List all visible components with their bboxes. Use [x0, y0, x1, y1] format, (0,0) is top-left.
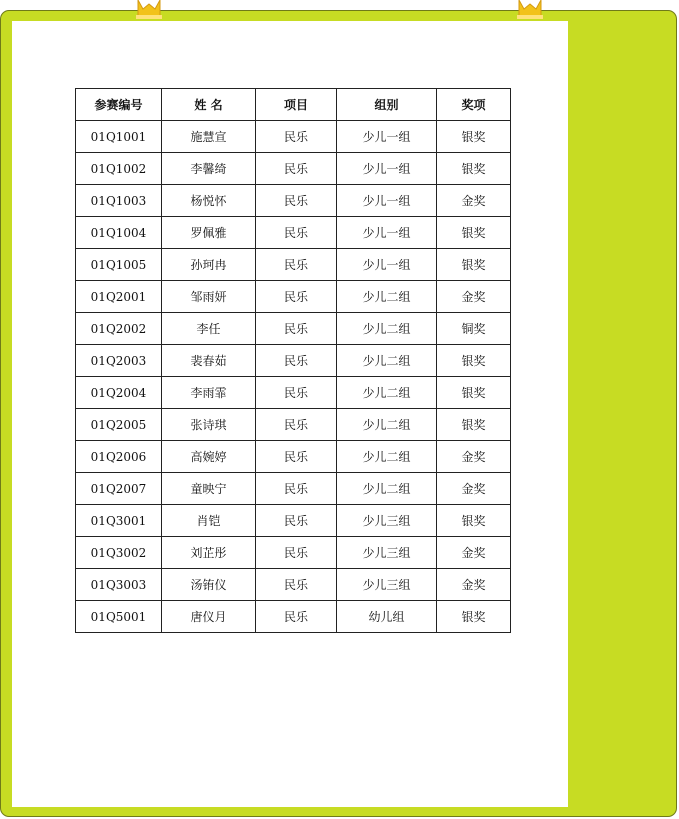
- table-row: [76, 569, 511, 601]
- cell-name: 李馨绮: [162, 153, 256, 185]
- cell-group: 少儿三组: [337, 569, 437, 601]
- table-row: [76, 409, 511, 441]
- table-row: [76, 473, 511, 505]
- cell-name: 汤铕仪: [162, 569, 256, 601]
- table-row: [76, 121, 511, 153]
- cell-id: 01Q3002: [76, 537, 162, 569]
- cell-group: 少儿二组: [337, 281, 437, 313]
- cell-group: 少儿一组: [337, 217, 437, 249]
- cell-group: 少儿三组: [337, 537, 437, 569]
- cell-project: 民乐: [256, 377, 337, 409]
- cell-project: 民乐: [256, 505, 337, 537]
- cell-name: 李任: [162, 313, 256, 345]
- table-header-row: [76, 89, 511, 121]
- cell-group: 少儿二组: [337, 473, 437, 505]
- header-cell-name: 姓 名: [162, 89, 256, 121]
- cell-award: 金奖: [437, 473, 511, 505]
- header-cell-group: 组别: [337, 89, 437, 121]
- header-cell-project: 项目: [256, 89, 337, 121]
- cell-award: 金奖: [437, 537, 511, 569]
- cell-group: 少儿一组: [337, 153, 437, 185]
- cell-project: 民乐: [256, 121, 337, 153]
- table-row: [76, 281, 511, 313]
- cell-project: 民乐: [256, 569, 337, 601]
- cell-name: 刘芷彤: [162, 537, 256, 569]
- cell-award: 银奖: [437, 377, 511, 409]
- cell-award: 银奖: [437, 249, 511, 281]
- cell-id: 01Q2003: [76, 345, 162, 377]
- cell-project: 民乐: [256, 217, 337, 249]
- table-row: [76, 505, 511, 537]
- cell-id: 01Q2001: [76, 281, 162, 313]
- cell-name: 李雨霏: [162, 377, 256, 409]
- cell-award: 银奖: [437, 601, 511, 633]
- cell-id: 01Q2006: [76, 441, 162, 473]
- header-cell-award: 奖项: [437, 89, 511, 121]
- cell-name: 孙珂冉: [162, 249, 256, 281]
- cell-award: 金奖: [437, 185, 511, 217]
- cell-project: 民乐: [256, 473, 337, 505]
- cell-project: 民乐: [256, 185, 337, 217]
- cell-id: 01Q2007: [76, 473, 162, 505]
- cell-group: 少儿二组: [337, 345, 437, 377]
- cell-group: 少儿二组: [337, 409, 437, 441]
- table-row: [76, 537, 511, 569]
- cell-award: 金奖: [437, 281, 511, 313]
- cell-id: 01Q2005: [76, 409, 162, 441]
- cell-group: 少儿三组: [337, 505, 437, 537]
- cell-project: 民乐: [256, 345, 337, 377]
- cell-group: 少儿一组: [337, 121, 437, 153]
- cell-group: 少儿一组: [337, 249, 437, 281]
- paper-sheet: [12, 21, 568, 807]
- cell-award: 银奖: [437, 345, 511, 377]
- cell-award: 银奖: [437, 505, 511, 537]
- cell-award: 银奖: [437, 121, 511, 153]
- binder-clip-icon: [136, 0, 162, 20]
- cell-name: 邹雨妍: [162, 281, 256, 313]
- cell-group: 幼儿组: [337, 601, 437, 633]
- table-row: [76, 601, 511, 633]
- cell-project: 民乐: [256, 153, 337, 185]
- cell-name: 肖铠: [162, 505, 256, 537]
- cell-id: 01Q2004: [76, 377, 162, 409]
- table-row: [76, 153, 511, 185]
- cell-id: 01Q1001: [76, 121, 162, 153]
- cell-group: 少儿二组: [337, 377, 437, 409]
- cell-id: 01Q1005: [76, 249, 162, 281]
- cell-project: 民乐: [256, 409, 337, 441]
- results-table: [75, 88, 511, 633]
- table-row: [76, 249, 511, 281]
- cell-id: 01Q3001: [76, 505, 162, 537]
- cell-name: 高婉婷: [162, 441, 256, 473]
- cell-award: 银奖: [437, 217, 511, 249]
- cell-name: 张诗琪: [162, 409, 256, 441]
- cell-id: 01Q1004: [76, 217, 162, 249]
- cell-group: 少儿二组: [337, 441, 437, 473]
- cell-award: 铜奖: [437, 313, 511, 345]
- cell-name: 裴春茹: [162, 345, 256, 377]
- cell-name: 罗佩雅: [162, 217, 256, 249]
- cell-project: 民乐: [256, 441, 337, 473]
- cell-project: 民乐: [256, 601, 337, 633]
- cell-id: 01Q1003: [76, 185, 162, 217]
- cell-id: 01Q2002: [76, 313, 162, 345]
- table-row: [76, 217, 511, 249]
- cell-project: 民乐: [256, 537, 337, 569]
- cell-id: 01Q5001: [76, 601, 162, 633]
- table-row: [76, 185, 511, 217]
- cell-name: 杨悦怀: [162, 185, 256, 217]
- cell-name: 童映宁: [162, 473, 256, 505]
- cell-name: 唐仪月: [162, 601, 256, 633]
- binder-clip-icon: [517, 0, 543, 20]
- table-row: [76, 345, 511, 377]
- cell-project: 民乐: [256, 281, 337, 313]
- cell-id: 01Q1002: [76, 153, 162, 185]
- cell-id: 01Q3003: [76, 569, 162, 601]
- cell-award: 金奖: [437, 441, 511, 473]
- cell-group: 少儿二组: [337, 313, 437, 345]
- cell-name: 施慧宣: [162, 121, 256, 153]
- cell-award: 银奖: [437, 153, 511, 185]
- cell-group: 少儿一组: [337, 185, 437, 217]
- table-row: [76, 377, 511, 409]
- cell-project: 民乐: [256, 313, 337, 345]
- cell-project: 民乐: [256, 249, 337, 281]
- cell-award: 金奖: [437, 569, 511, 601]
- cell-award: 银奖: [437, 409, 511, 441]
- header-cell-id: 参赛编号: [76, 89, 162, 121]
- table-row: [76, 441, 511, 473]
- table-row: [76, 313, 511, 345]
